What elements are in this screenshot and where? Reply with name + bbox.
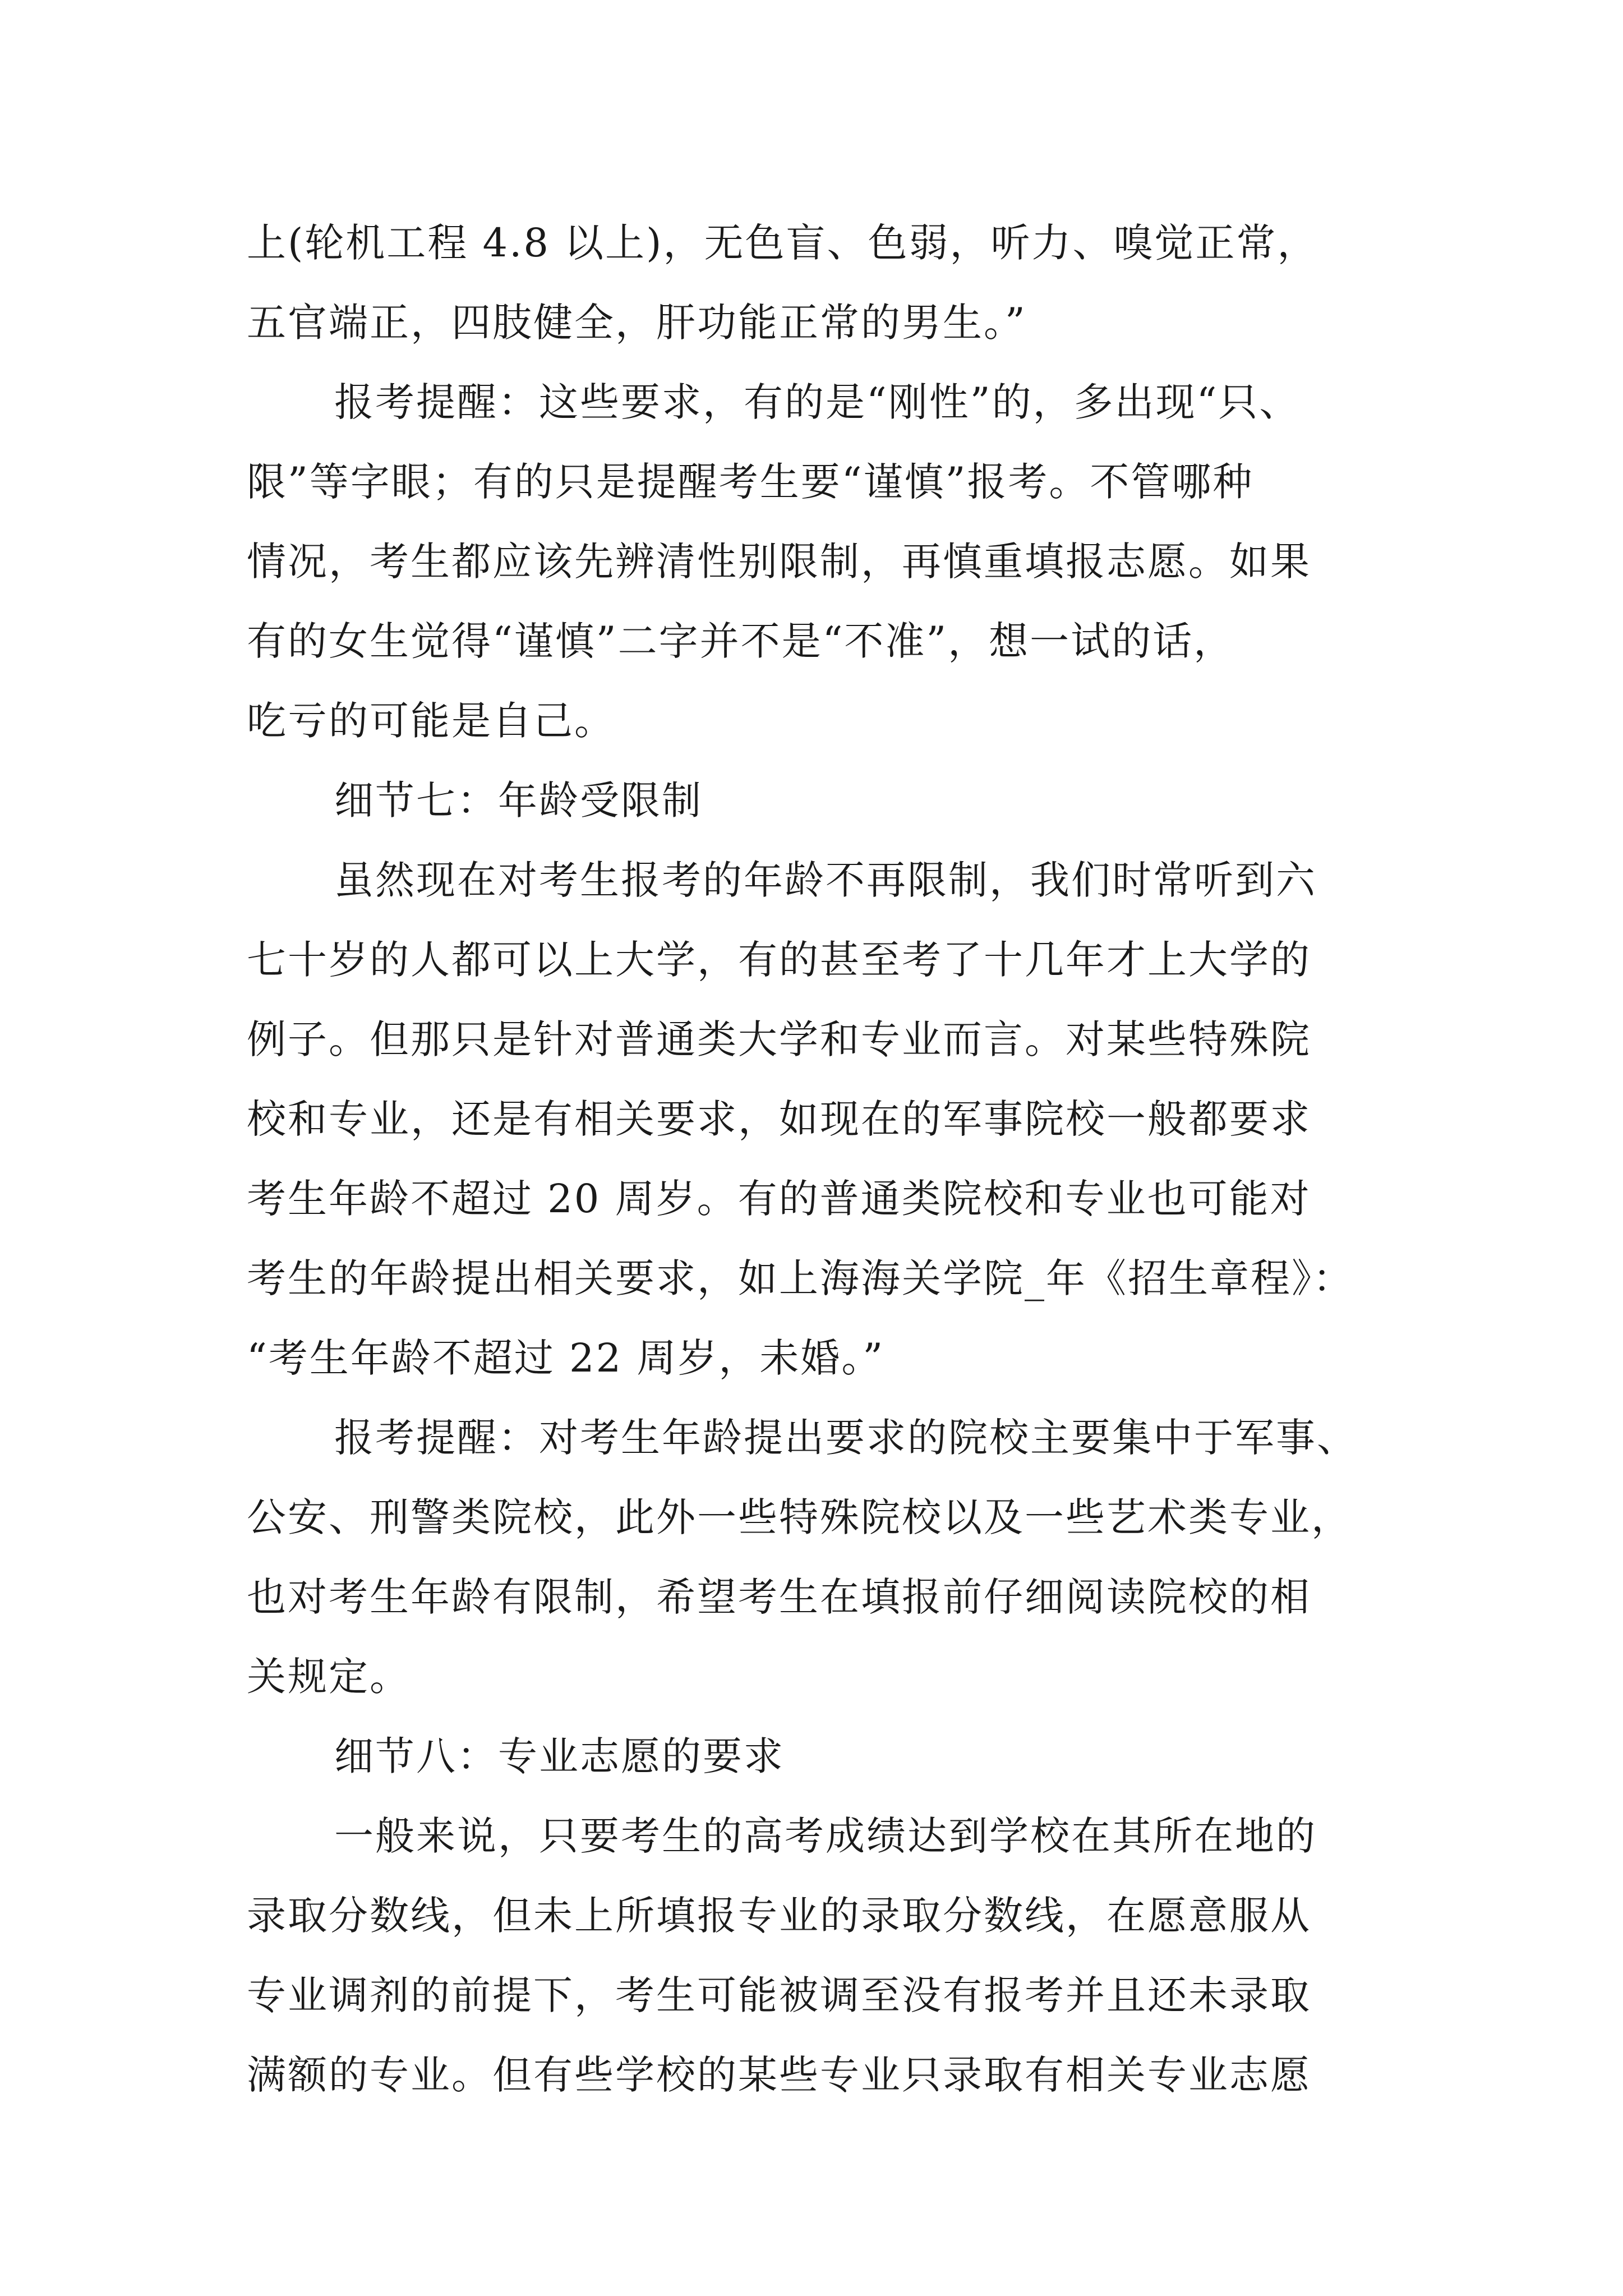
text-line: 报考提醒：这些要求，有的是“刚性”的，多出现“只、 [334,379,1301,425]
text-line: 关规定。 [247,1654,411,1700]
text-line: 虽然现在对考生报考的年龄不再限制，我们时常听到六 [334,857,1317,903]
text-line: 情况，考生都应该先辨清性别限制，再慎重填报志愿。如果 [247,539,1311,585]
text-line: 满额的专业。但有些学校的某些专业只录取有相关专业志愿 [247,2052,1311,2098]
text-line: 录取分数线，但未上所填报专业的录取分数线，在愿意服从 [247,1893,1311,1939]
text-line: 校和专业，还是有相关要求，如现在的军事院校一般都要求 [247,1096,1311,1142]
text-line: 例子。但那只是针对普通类大学和专业而言。对某些特殊院 [247,1016,1311,1062]
text-line: 吃亏的可能是自己。 [247,698,615,744]
section-heading: 细节八：专业志愿的要求 [334,1733,785,1779]
text-line: “考生年龄不超过 22 周岁，未婚。” [247,1335,885,1381]
text-line: 考生的年龄提出相关要求，如上海海关学院_年《招生章程》： [247,1255,1354,1301]
text-line: 限”等字眼；有的只是提醒考生要“谨慎”报考。不管哪种 [247,459,1254,505]
text-line: 报考提醒：对考生年龄提出要求的院校主要集中于军事、 [334,1415,1358,1461]
text-line: 上(轮机工程 4.8 以上)，无色盲、色弱，听力、嗅觉正常， [247,220,1318,266]
text-line: 公安、刑警类院校，此外一些特殊院校以及一些艺术类专业， [247,1494,1352,1540]
section-heading: 细节七：年龄受限制 [334,777,703,823]
text-line: 一般来说，只要考生的高考成绩达到学校在其所在地的 [334,1813,1317,1859]
text-line: 考生年龄不超过 20 周岁。有的普通类院校和专业也可能对 [247,1176,1311,1222]
text-line: 专业调剂的前提下，考生可能被调至没有报考并且还未录取 [247,1972,1311,2018]
text-line: 七十岁的人都可以上大学，有的甚至考了十几年才上大学的 [247,937,1311,983]
text-line: 五官端正，四肢健全，肝功能正常的男生。” [247,300,1027,346]
text-line: 也对考生年龄有限制，希望考生在填报前仔细阅读院校的相 [247,1574,1311,1620]
text-line: 有的女生觉得“谨慎”二字并不是“不准”，想一试的话， [247,618,1235,664]
